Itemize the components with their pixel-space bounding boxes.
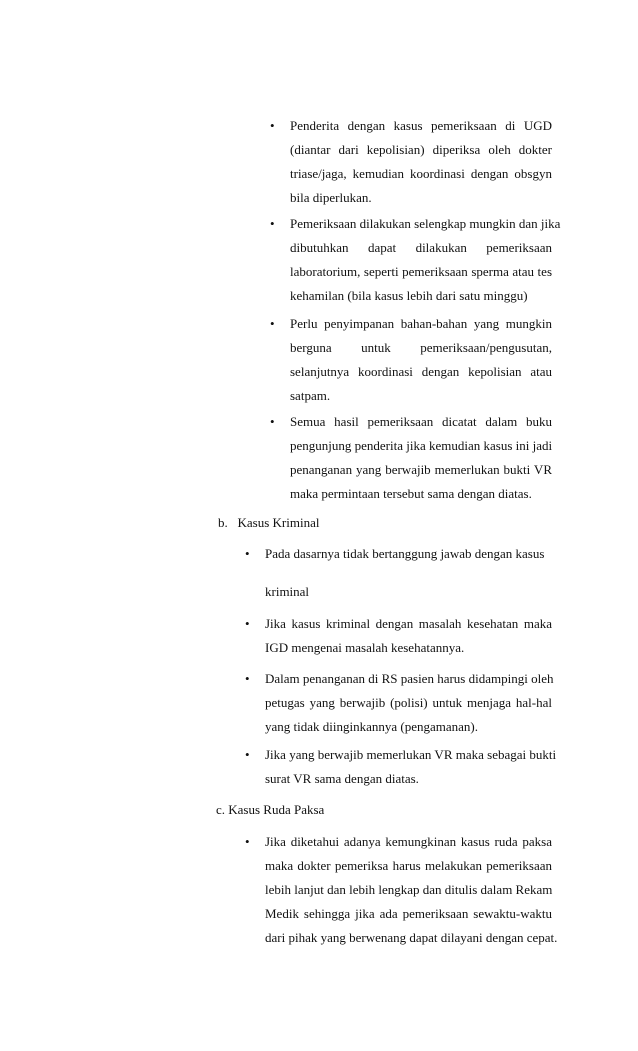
text-line: Jika diketahui adanya kemungkinan kasus ruda paksa	[265, 834, 552, 849]
bullet-icon: •	[245, 546, 250, 561]
bullet-icon: •	[270, 316, 275, 331]
bullet-icon: •	[270, 216, 275, 231]
list-item-text	[290, 114, 552, 210]
list-item	[270, 212, 561, 308]
list-item	[270, 114, 552, 210]
list-item	[270, 312, 552, 408]
list-item-text	[265, 612, 552, 660]
text-line: lebih lanjut dan lebih lengkap dan ditulis dalam Rekam	[265, 882, 553, 897]
list-item	[245, 743, 557, 791]
text-line: Pada dasarnya tidak bertanggung jawab dengan kasus	[265, 546, 545, 561]
text-line: Perlu penyimpanan bahan-bahan yang mungkin	[290, 316, 552, 331]
text-line: Penderita dengan kasus pemeriksaan di UGD	[290, 118, 552, 133]
text-line: petugas yang berwajib (polisi) untuk menjaga hal-hal	[265, 695, 552, 710]
text-line: (diantar dari kepolisian) diperiksa oleh dokter	[290, 142, 552, 157]
list-item	[245, 612, 552, 660]
list-item-text	[290, 410, 552, 506]
text-line: pengunjung penderita jika kemudian kasus ini jadi	[290, 438, 553, 453]
bullet-icon: •	[245, 747, 250, 762]
bullet-icon: •	[270, 118, 275, 133]
text-line: laboratorium, seperti pemeriksaan sperma atau tes	[290, 264, 552, 279]
list-item-text	[265, 743, 557, 791]
text-line: IGD mengenai masalah kesehatannya.	[265, 640, 465, 655]
bullet-icon: •	[245, 616, 250, 631]
list-item-text	[265, 830, 558, 950]
text-line: maka permintaan tersebut sama dengan diatas.	[290, 486, 532, 501]
text-line: berguna untuk pemeriksaan/pengusutan,	[290, 340, 552, 355]
list-item	[270, 410, 552, 506]
text-line: dibutuhkan dapat dilakukan pemeriksaan	[290, 240, 552, 255]
text-line: maka dokter pemeriksa harus melakukan pemeriksaan	[265, 858, 552, 873]
text-line: Jika yang berwajib memerlukan VR maka sebagai bukti	[265, 747, 557, 762]
text-line: Medik sehingga jika ada pemeriksaan sewaktu-waktu	[265, 906, 552, 921]
text-line: dari pihak yang berwenang dapat dilayani dengan cepat.	[265, 930, 558, 945]
text-line: penanganan yang berwajib memerlukan bukti VR	[290, 462, 552, 477]
text-line: Pemeriksaan dilakukan selengkap mungkin dan jika	[290, 216, 561, 231]
list-item-text	[265, 542, 552, 604]
bullet-icon: •	[270, 414, 275, 429]
list-item	[245, 542, 552, 604]
text-line: surat VR sama dengan diatas.	[265, 771, 419, 786]
list-item-text	[265, 667, 552, 739]
text-line: yang tidak diinginkannya (pengamanan).	[265, 719, 478, 734]
bullet-icon: •	[245, 671, 250, 686]
text-line: Semua hasil pemeriksaan dicatat dalam buku	[290, 414, 552, 429]
bullet-icon: •	[245, 834, 250, 849]
list-item-text	[290, 212, 561, 308]
list-item-text	[290, 312, 552, 408]
section-heading: b. Kasus Kriminal	[218, 515, 320, 530]
text-line: bila diperlukan.	[290, 190, 372, 205]
text-line: kriminal	[265, 584, 310, 599]
list-item	[245, 667, 552, 739]
list-item	[245, 830, 558, 950]
section-heading: c. Kasus Ruda Paksa	[216, 802, 325, 817]
text-line: kehamilan (bila kasus lebih dari satu minggu)	[290, 288, 528, 303]
text-line: Dalam penanganan di RS pasien harus didampingi oleh	[265, 671, 554, 686]
text-line: Jika kasus kriminal dengan masalah kesehatan maka	[265, 616, 552, 631]
text-line: triase/jaga, kemudian koordinasi dengan obsgyn	[290, 166, 552, 181]
text-line: satpam.	[290, 388, 331, 403]
text-line: selanjutnya koordinasi dengan kepolisian atau	[290, 364, 552, 379]
